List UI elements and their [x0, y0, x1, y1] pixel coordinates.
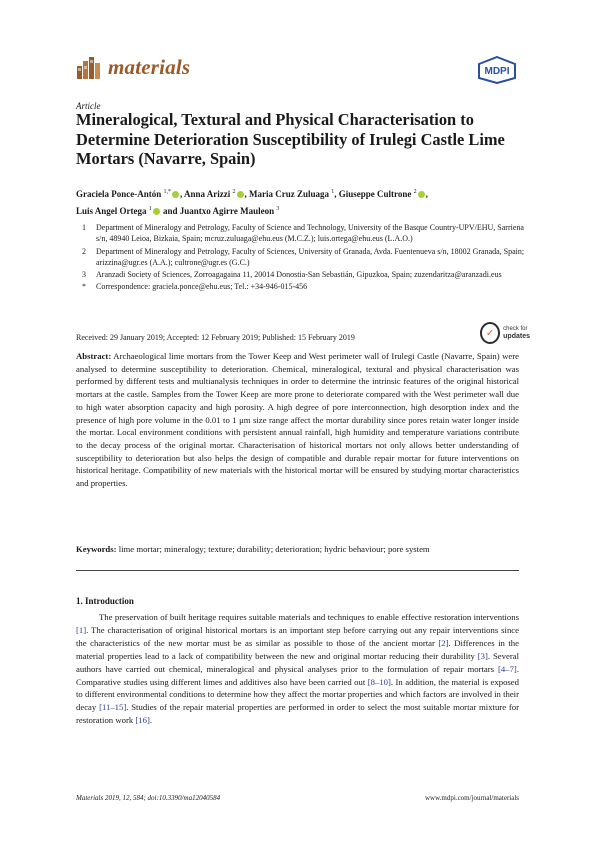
affiliation-number: * [82, 282, 86, 292]
orcid-icon[interactable] [153, 208, 160, 215]
keywords-text: lime mortar; mineralogy; texture; durability; deterioration; hydric behaviour; pore system [118, 544, 430, 554]
author-sup: 2 [413, 189, 417, 195]
author-list: Graciela Ponce-Antón $^{1,*}$ , Anna Arizzi $^2$ , Maria Cruz Zuluaga $^1$, Giuseppe Cultrone $^2$ , Luis Angel Ortega $^1$ and Juantxo Agirre Mauleon $^3$ [76, 189, 428, 216]
orcid-icon[interactable] [418, 191, 425, 198]
check-updates-line1: check for [503, 325, 528, 332]
author-sup: 1 [148, 206, 152, 212]
section-heading: 1. Introduction [76, 596, 134, 606]
intro-text: . In addition, the material is exposed to different environmental conditions to determine how they affect the mortar properties and which factors are involved in their decay [76, 676, 519, 713]
intro-text: . Several authors have carried out chemical, mineralogical and physical analyses prior to the formulation of repair mortars [76, 650, 519, 674]
correspondence-item [76, 281, 526, 292]
intro-text: . The characterisation of original historical mortars is an important step before carrying out any repair interventions since the characteristics of the new mortar must be as similar as possible to those of the ancient mortar [76, 624, 519, 648]
check-updates-icon: ✓ [480, 322, 500, 344]
intro-text: The preservation of built heritage requires suitable materials and techniques to enable effective restoration interventions [99, 612, 519, 622]
intro-text: . Differences in the material properties lead to a lack of compatibility between the new and original mortar reducing their durability [76, 637, 519, 661]
abstract-text: Archaeological lime mortars from the Tower Keep and West perimeter wall of Irulegi Castle (Navarre, Spain) were analysed to determine susceptibility to deterioration. Chemical, mineralogical, textural and physical characterisation was performed by different tests and multianalysis techniques in order to determine the intrinsic features of the original historical mortars at the castle. Samples from the Tower Keep are more prone to deteriorate compared with the West perimeter wall due to high water absorption capacity and high porosity. A high degree of pore interconnection, high desorption index and the presence of high pore volume in the 0.01 to 1 μm size range affect the mortar durability since pores retain water longer inside the mortar. Local environment conditions with persistent annual rainfall, high humidity and temperature variations contribute to the decay process of the original mortar. Characterisation of historical mortars not only allows better understanding of susceptibility to deterioration but also helps the design of compatible and durable repair mortar for future interventions on historical heritage. Compatibility of new materials with the historical mortar will be ensured by studying mortar characteristics and properties. [76, 351, 520, 489]
affiliation-text: Department of Mineralogy and Petrology, Faculty of Sciences, University of Granada, Avda. Fuentenueva s/n, 18002 Granada, Spain; arizzina@ugr.es (A.A.); cultrone@ugr.es (G.C.) [96, 246, 525, 267]
article-title: Mineralogical, Textural and Physical Characterisation to Determine Deterioration Susceptibility of Irulegi Castle Lime Mortars (Navarre, Spain) [76, 110, 505, 168]
intro-text: . Studies of the repair material properties are performed in order to select the most suitable mortar mixture for restoration work [76, 702, 519, 726]
affiliation-number: 2 [82, 246, 86, 256]
check-updates-line2: updates [503, 332, 530, 340]
affiliation-item [76, 269, 526, 280]
citation-link[interactable]: [2] [438, 637, 449, 648]
section-divider [76, 570, 519, 571]
author-name: Anna Arizzi [184, 189, 231, 199]
affiliation-item [76, 246, 526, 269]
mdpi-logo-text: MDPI [484, 66, 510, 77]
affiliation-item [76, 222, 526, 245]
keywords-label: Keywords: [76, 544, 117, 554]
citation-link[interactable]: [11–15] [99, 702, 127, 713]
journal-name: materials [108, 54, 191, 79]
author-sup: 3 [276, 206, 280, 212]
intro-text: . [149, 715, 153, 726]
orcid-icon[interactable] [172, 191, 179, 198]
footer-url[interactable]: www.mdpi.com/journal/materials [424, 794, 519, 802]
intro-text: . Comparative studies using different limes and additives also have been carried out [76, 663, 519, 687]
journal-logo [76, 52, 190, 82]
publication-dates: Received: 29 January 2019; Accepted: 12 February 2019; Published: 15 February 2019 [76, 333, 355, 342]
abstract-label: Abstract: [76, 351, 112, 361]
orcid-icon[interactable] [237, 191, 244, 198]
citation-link[interactable]: [8–10] [367, 676, 391, 687]
article-type: Article [76, 101, 101, 111]
affiliation-text: Department of Mineralogy and Petrology, Faculty of Science and Technology, University of the Basque Country-UPV/EHU, Sarriena s/n, 48940 Leioa, Bizkaia, Spain; mcruz.zuluaga@ehu.eus (M.C.Z.); luis.ortega@ehu.eus (L.A.O.) [96, 223, 524, 244]
introduction-paragraph [76, 611, 519, 727]
mdpi-logo-icon [475, 56, 519, 84]
check-for-updates-button[interactable] [480, 318, 530, 348]
author-name: Giuseppe Cultrone [338, 189, 412, 199]
author-name: Maria Cruz Zuluaga [249, 189, 329, 199]
affiliation-number: 1 [82, 223, 86, 232]
affiliation-number: 3 [82, 270, 86, 280]
citation-link[interactable]: [4–7] [498, 663, 517, 674]
author-name: Graciela Ponce-Antón [76, 189, 162, 199]
author-sup: 1,* [163, 189, 171, 195]
citation-link[interactable]: [3] [477, 650, 488, 661]
materials-logo-icon [76, 54, 102, 80]
citation-link[interactable]: [16] [135, 715, 150, 726]
author-sup: 1 [331, 189, 335, 195]
correspondence-text: Correspondence: graciela.ponce@ehu.eus; Tel.: +34-946-015-456 [96, 282, 308, 292]
abstract [76, 350, 519, 490]
affiliation-text: Aranzadi Society of Sciences, Zorroagagaina 11, 20014 Donostia-San Sebastián, Gipuzkoa, Spain; zuzendaritza@aranzadi.eus [96, 270, 502, 280]
author-sup: 2 [232, 189, 236, 195]
footer-citation: Materials 2019, 12, 584; doi:10.3390/ma12040584 [76, 794, 221, 802]
affiliations [76, 222, 526, 294]
keywords [76, 543, 519, 555]
citation-link[interactable]: [1] [76, 624, 87, 635]
author-name: Juantxo Agirre Mauleon [179, 206, 275, 216]
author-name: Luis Angel Ortega [76, 206, 147, 216]
